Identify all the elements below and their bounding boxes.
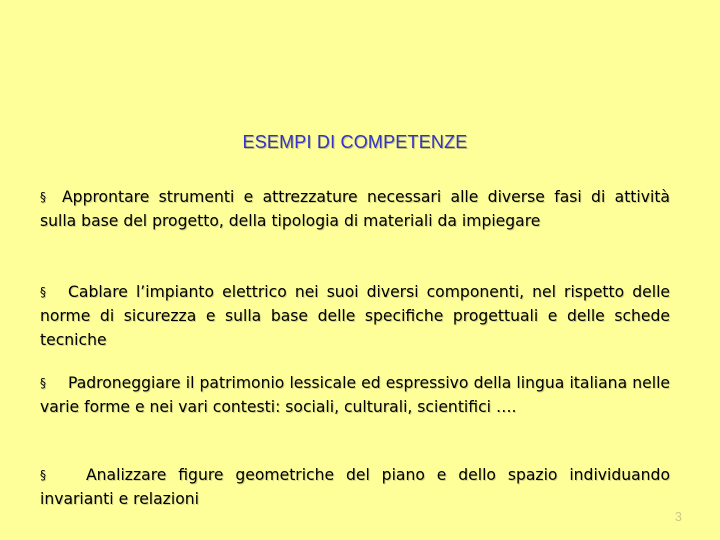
competence-item-text: Cablare l’impianto elettrico nei suoi diversi componenti, nel rispetto delle norme di sicurezza e sulla base delle specifiche progettuali e delle schede tecniche [40,283,670,349]
competence-item-1 [40,185,670,233]
competence-item-text: Padroneggiare il patrimonio lessicale ed espressivo della lingua italiana nelle varie forme e nei vari contesti: sociali, culturali, scientifici …. [40,374,670,416]
competence-item-text: Approntare strumenti e attrezzature necessari alle diverse fasi di attività sulla base del progetto, della tipologia di materiali da impiegare [40,188,670,230]
bullet-icon: § [40,285,46,299]
bullet-icon: § [40,376,46,390]
competence-item-3 [40,371,670,419]
competence-item-2 [40,280,670,352]
slide-title: ESEMPI DI COMPETENZE [242,132,468,152]
competence-item-text: Analizzare figure geometriche del piano e dello spazio individuando invarianti e relazioni [40,466,670,508]
bullet-icon: § [40,468,46,482]
bullet-icon: § [40,190,46,204]
page-number: 3 [674,509,682,524]
competence-item-4 [40,463,670,511]
